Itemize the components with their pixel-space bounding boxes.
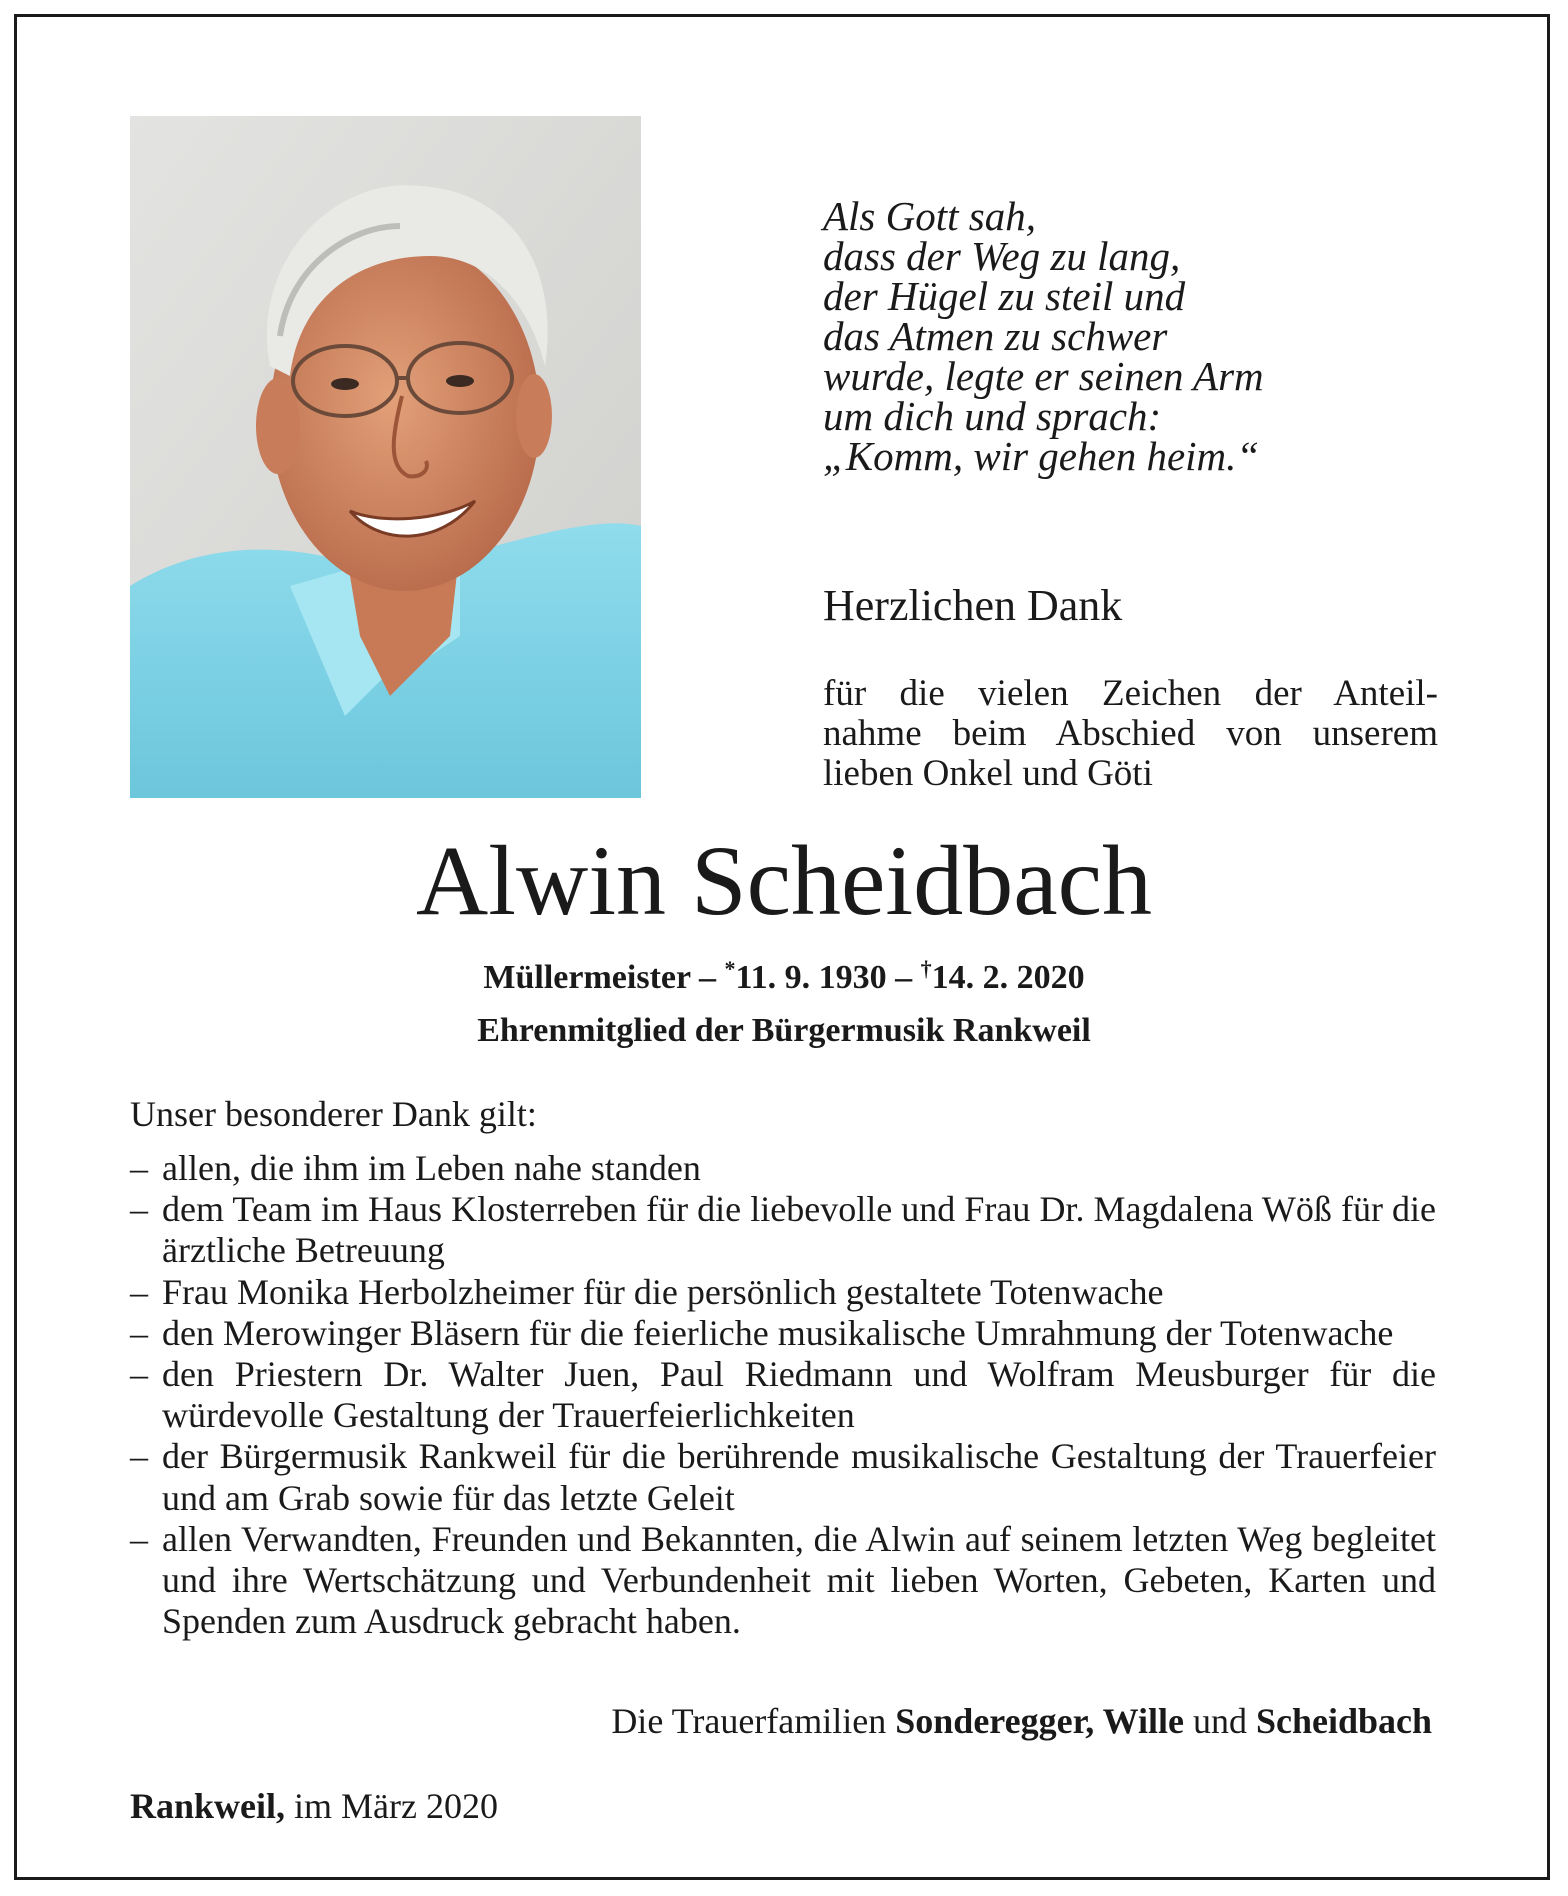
occupation-dates-line xyxy=(0,956,1568,997)
list-item: – allen Verwandten, Freunden und Bekannten, die Alwin auf seinem letzten Weg begleitet und ihre Wertschätzung und Verbundenheit mit lieben Worten, Gebeten, Karten und Spenden zum Ausdruck gebracht haben. xyxy=(130,1519,1436,1643)
intro-line: für die vielen Zeichen der Anteil- xyxy=(823,673,1438,714)
separator-dash: – xyxy=(895,959,913,996)
thanks-intro xyxy=(823,674,1438,794)
list-item: – der Bürgermusik Rankweil für die berührende musikalische Gestaltung der Trauerfeier und am Grab sowie für das letzte Geleit xyxy=(130,1436,1436,1518)
list-item: – Frau Monika Herbolzheimer für die persönlich gestaltete Totenwache xyxy=(130,1272,1436,1313)
place-date xyxy=(130,1785,498,1827)
family-name: Sonderegger, Wille xyxy=(895,1701,1184,1741)
honor-line: Ehrenmitglied der Bürgermusik Rankweil xyxy=(477,1012,1091,1049)
occupation: Müllermeister xyxy=(483,959,691,996)
poem-line: der Hügel zu steil und xyxy=(823,273,1186,319)
death-symbol: † xyxy=(920,956,932,981)
birth-symbol: * xyxy=(724,956,736,981)
death-date: 14. 2. 2020 xyxy=(931,959,1085,996)
poem-line: Als Gott sah, xyxy=(823,193,1036,239)
portrait-photo xyxy=(130,116,641,798)
birth-date: 11. 9. 1930 xyxy=(735,959,887,996)
deceased-name: Alwin Scheidbach xyxy=(416,825,1152,936)
poem xyxy=(823,193,1264,479)
signature-prefix: Die Trauerfamilien xyxy=(611,1701,887,1741)
thanks-heading: Herzlichen Dank xyxy=(823,581,1123,630)
poem-line: um dich und sprach: xyxy=(823,393,1162,439)
poem-line: „Komm, wir gehen heim.“ xyxy=(823,433,1260,479)
signature-connector: und xyxy=(1192,1701,1247,1741)
family-name: Scheidbach xyxy=(1255,1701,1432,1741)
place-date-text: im März 2020 xyxy=(294,1786,498,1826)
list-item: – allen, die ihm im Leben nahe standen xyxy=(130,1148,1436,1189)
intro-line: lieben Onkel und Göti xyxy=(823,753,1153,794)
signature-families xyxy=(611,1700,1432,1742)
list-item: – den Merowinger Bläsern für die feierliche musikalische Umrahmung der Totenwache xyxy=(130,1313,1436,1354)
list-item: – den Priestern Dr. Walter Juen, Paul Riedmann und Wolfram Meusburger für die würdevolle Gestaltung der Trauerfeierlichkeiten xyxy=(130,1354,1436,1436)
special-thanks-list xyxy=(130,1148,1436,1642)
poem-line: das Atmen zu schwer xyxy=(823,313,1168,359)
intro-line: nahme beim Abschied von unserem xyxy=(823,713,1438,754)
separator-dash: – xyxy=(698,959,716,996)
list-item: – dem Team im Haus Klosterreben für die liebevolle und Frau Dr. Magdalena Wöß für die ärztliche Betreuung xyxy=(130,1189,1436,1271)
place-town: Rankweil, xyxy=(130,1786,286,1826)
special-thanks-intro: Unser besonderer Dank gilt: xyxy=(130,1094,537,1134)
poem-line: dass der Weg zu lang, xyxy=(823,233,1181,279)
poem-line: wurde, legte er seinen Arm xyxy=(823,353,1264,399)
